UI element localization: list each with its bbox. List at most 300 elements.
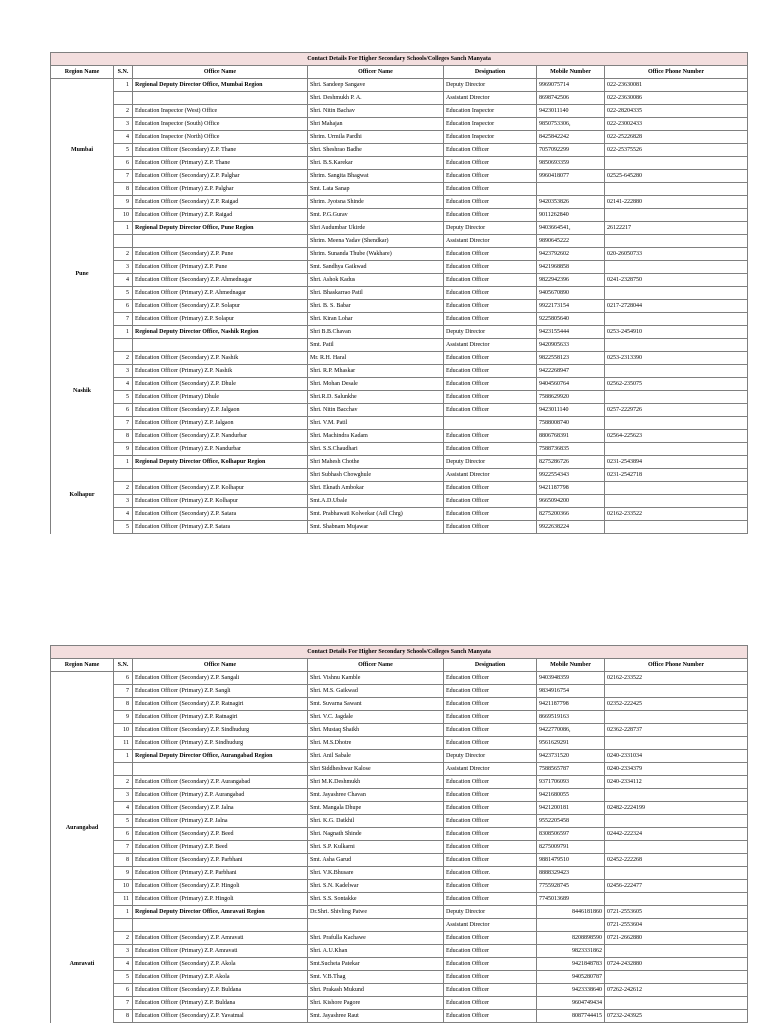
table-row <box>51 789 748 802</box>
table-row <box>51 430 748 443</box>
serial-number: 7 <box>114 313 133 326</box>
office-phone: 0231-2542718 <box>605 469 748 482</box>
office-name: Education Officer (Primary) Dhule <box>133 391 308 404</box>
officer-name: Shri B.B.Chavan <box>308 326 444 339</box>
officer-name: Shri. Prakash Mukund <box>308 984 444 997</box>
table-row <box>51 235 748 248</box>
office-phone: 0721-2553604 <box>605 919 748 932</box>
office-name: Regional Deputy Director Office, Mumbai Region <box>133 79 308 92</box>
mobile-number: 9405280787 <box>537 971 605 984</box>
office-name: Education Officer (Secondary) Z.P. Satara <box>133 508 308 521</box>
mobile-number: 9890645222 <box>537 235 605 248</box>
mobile-number: 8888329423 <box>537 867 605 880</box>
office-name: Education Officer (Secondary) Z.P. Dhule <box>133 378 308 391</box>
table-row <box>51 750 748 763</box>
officer-name: Shri. Nagnath Shinde <box>308 828 444 841</box>
mobile-number: 9604749434 <box>537 997 605 1010</box>
serial-number: 1 <box>114 456 133 469</box>
officer-name: Shri. S.P. Kulkarni <box>308 841 444 854</box>
designation: Education Officer <box>444 261 537 274</box>
serial-number <box>114 919 133 932</box>
serial-number: 5 <box>114 287 133 300</box>
table-row <box>51 854 748 867</box>
designation: Education Officer <box>444 932 537 945</box>
serial-number: 7 <box>114 685 133 698</box>
office-name: Education Officer (Primary) Z.P. Satara <box>133 521 308 534</box>
designation: Education Officer <box>444 391 537 404</box>
office-name: Education Officer (Secondary) Z.P. Akola <box>133 958 308 971</box>
office-phone <box>605 789 748 802</box>
mobile-number: 9422268947 <box>537 365 605 378</box>
office-phone <box>605 443 748 456</box>
office-name: Education Officer (Primary) Z.P. Sindhudurg <box>133 737 308 750</box>
office-name: Education Officer (Secondary) Z.P. Pune <box>133 248 308 261</box>
office-name: Education Officer (Secondary) Z.P. Jalna <box>133 802 308 815</box>
table-row <box>51 209 748 222</box>
table-row <box>51 828 748 841</box>
officer-name: Shri. Eknath Ambokar <box>308 482 444 495</box>
mobile-number: 9403664541, <box>537 222 605 235</box>
designation: Education Officer <box>444 724 537 737</box>
table-row <box>51 802 748 815</box>
table-row <box>51 932 748 945</box>
mobile-number: 9850753306, <box>537 118 605 131</box>
table-row <box>51 698 748 711</box>
office-name: Education Officer (Primary) Z.P. Palghar <box>133 183 308 196</box>
officer-name: Smt. P.G.Gurav <box>308 209 444 222</box>
mobile-number: 9403948359 <box>537 672 605 685</box>
office-phone: 022-23630086 <box>605 92 748 105</box>
designation: Assistant Director <box>444 469 537 482</box>
office-name: Education Officer (Secondary) Z.P. Sangali <box>133 672 308 685</box>
officer-name: Shri. R.P. Mhaskar <box>308 365 444 378</box>
designation: Deputy Director <box>444 906 537 919</box>
serial-number: 8 <box>114 183 133 196</box>
office-name: Education Officer (Primary) Z.P. Aurangabad <box>133 789 308 802</box>
mobile-number: 9969075714 <box>537 79 605 92</box>
region-name <box>51 672 114 750</box>
col-header-office: Office Name <box>133 66 308 79</box>
serial-number: 5 <box>114 144 133 157</box>
serial-number <box>114 339 133 352</box>
serial-number: 5 <box>114 521 133 534</box>
table-row <box>51 469 748 482</box>
office-phone: 02452-222268 <box>605 854 748 867</box>
serial-number: 6 <box>114 300 133 313</box>
mobile-number <box>537 183 605 196</box>
mobile-number: 7588565787 <box>537 763 605 776</box>
col-header-officer: Officer Name <box>308 659 444 672</box>
col-header-designation: Designation <box>444 66 537 79</box>
col-header-sn: S.N. <box>114 659 133 672</box>
mobile-number: 9822558123 <box>537 352 605 365</box>
mobile-number: 8446181860 <box>537 906 605 919</box>
mobile-number: 7588008740 <box>537 417 605 430</box>
table-row <box>51 170 748 183</box>
table-row <box>51 261 748 274</box>
office-name: Education Officer (Primary) Z.P. Jalgaon <box>133 417 308 430</box>
mobile-number: 8806768391 <box>537 430 605 443</box>
office-name: Education Officer (Secondary) Z.P. Nandurbar <box>133 430 308 443</box>
designation: Education Officer <box>444 685 537 698</box>
officer-name: Shri. K.G. Datkhil <box>308 815 444 828</box>
office-name <box>133 763 308 776</box>
mobile-number: 9922554343 <box>537 469 605 482</box>
table-row <box>51 841 748 854</box>
officer-name: Shri. Ashok Kadus <box>308 274 444 287</box>
serial-number <box>114 235 133 248</box>
office-phone: 022-25226828 <box>605 131 748 144</box>
table-row <box>51 456 748 469</box>
designation: Education Officer <box>444 711 537 724</box>
table-row <box>51 157 748 170</box>
designation: Education Officer <box>444 144 537 157</box>
serial-number: 5 <box>114 391 133 404</box>
mobile-number: 9922173154 <box>537 300 605 313</box>
serial-number: 4 <box>114 802 133 815</box>
designation: Education Officer. <box>444 867 537 880</box>
officer-name <box>308 919 444 932</box>
office-name <box>133 235 308 248</box>
serial-number: 7 <box>114 417 133 430</box>
region-name: Pune <box>51 222 114 326</box>
mobile-number: 9561629291 <box>537 737 605 750</box>
table-row <box>51 971 748 984</box>
serial-number: 4 <box>114 131 133 144</box>
office-name: Regional Deputy Director Office, Nashik Region <box>133 326 308 339</box>
mobile-number: 9420905633 <box>537 339 605 352</box>
office-phone <box>605 235 748 248</box>
designation: Education Officer <box>444 841 537 854</box>
designation: Education Officer <box>444 802 537 815</box>
mobile-number: 8275286726 <box>537 456 605 469</box>
designation: Education Officer <box>444 287 537 300</box>
designation: Deputy Director <box>444 456 537 469</box>
officer-name: Shri. Kiran Lohar <box>308 313 444 326</box>
designation: Education Officer <box>444 521 537 534</box>
serial-number: 1 <box>114 79 133 92</box>
office-phone <box>605 482 748 495</box>
designation: Education Officer <box>444 880 537 893</box>
office-name: Education Officer (Secondary) Z.P. Yavatmal <box>133 1010 308 1023</box>
serial-number: 1 <box>114 326 133 339</box>
office-phone: 02525-645280 <box>605 170 748 183</box>
table-row <box>51 508 748 521</box>
office-name: Education Officer (Primary) Z.P. Raigad <box>133 209 308 222</box>
office-name: Education Inspector (South) Office <box>133 118 308 131</box>
table-row <box>51 880 748 893</box>
serial-number: 7 <box>114 170 133 183</box>
officer-name: Shrim. Meena Yadav (Shendkar) <box>308 235 444 248</box>
mobile-number: 7588629920 <box>537 391 605 404</box>
designation: Education Inspector <box>444 118 537 131</box>
table-row <box>51 222 748 235</box>
serial-number: 10 <box>114 209 133 222</box>
mobile-number: 9421187798 <box>537 482 605 495</box>
office-phone: 022-25375526 <box>605 144 748 157</box>
officer-name: Shri. Sandeep Sangave <box>308 79 444 92</box>
serial-number: 10 <box>114 880 133 893</box>
serial-number: 3 <box>114 118 133 131</box>
table-row <box>51 737 748 750</box>
designation: Education Officer <box>444 945 537 958</box>
mobile-number: 9823331862 <box>537 945 605 958</box>
office-name: Education Officer (Primary) Z.P. Kolhapur <box>133 495 308 508</box>
designation: Assistant Director <box>444 919 537 932</box>
serial-number: 9 <box>114 196 133 209</box>
region-name: Aurangabad <box>51 750 114 906</box>
serial-number: 3 <box>114 261 133 274</box>
designation: Education Officer <box>444 300 537 313</box>
officer-name: Shri. Nitin Bachav <box>308 105 444 118</box>
officer-name: Shri. Kishore Pagore <box>308 997 444 1010</box>
mobile-number: 8087744415 <box>537 1010 605 1023</box>
office-name: Education Officer (Secondary) Z.P. Kolhapur <box>133 482 308 495</box>
designation: Education Officer <box>444 508 537 521</box>
officer-name: Shri. Sheshrao Badhe <box>308 144 444 157</box>
mobile-number: 9404560764 <box>537 378 605 391</box>
serial-number <box>114 92 133 105</box>
office-name: Education Officer (Secondary) Z.P. Ahmednagar <box>133 274 308 287</box>
table-row <box>51 776 748 789</box>
table-row <box>51 893 748 906</box>
officer-name: Shri. B.S.Karekar <box>308 157 444 170</box>
region-name: Nashik <box>51 326 114 456</box>
office-phone <box>605 495 748 508</box>
office-name: Education Officer (Secondary) Z.P. Thane <box>133 144 308 157</box>
designation: Deputy Director <box>444 79 537 92</box>
designation: Education Officer <box>444 365 537 378</box>
serial-number: 11 <box>114 893 133 906</box>
table-row <box>51 443 748 456</box>
officer-name: Smt. Mangala Dhupe <box>308 802 444 815</box>
designation: Education Officer <box>444 698 537 711</box>
office-name: Education Officer (Secondary) Z.P. Jalgaon <box>133 404 308 417</box>
serial-number: 8 <box>114 854 133 867</box>
mobile-number: 9834916754 <box>537 685 605 698</box>
col-header-designation: Designation <box>444 659 537 672</box>
officer-name: Smt. Jayashree Chavan <box>308 789 444 802</box>
mobile-number: 9423792602 <box>537 248 605 261</box>
office-phone: 022-28204335 <box>605 105 748 118</box>
table-row <box>51 495 748 508</box>
serial-number: 10 <box>114 724 133 737</box>
office-phone: 02564-225623 <box>605 430 748 443</box>
office-name: Regional Deputy Director Office, Aurangabad Region <box>133 750 308 763</box>
designation: Education Officer <box>444 352 537 365</box>
office-name: Education Officer (Primary) Z.P. Sangli <box>133 685 308 698</box>
officer-name: Smt. Asha Garud <box>308 854 444 867</box>
serial-number: 6 <box>114 404 133 417</box>
officer-name: Smt. Suvarna Sawant <box>308 698 444 711</box>
serial-number: 9 <box>114 867 133 880</box>
office-phone: 0240-2331034 <box>605 750 748 763</box>
table-row <box>51 105 748 118</box>
col-header-officer: Officer Name <box>308 66 444 79</box>
table-row <box>51 131 748 144</box>
mobile-number: 8669519163 <box>537 711 605 724</box>
designation: Deputy Director <box>444 326 537 339</box>
table-row <box>51 724 748 737</box>
office-name: Education Inspector (West) Office <box>133 105 308 118</box>
designation: Assistant Director <box>444 92 537 105</box>
office-phone: 0241-2328750 <box>605 274 748 287</box>
office-name: Education Officer (Secondary) Z.P. Amravati <box>133 932 308 945</box>
serial-number: 9 <box>114 711 133 724</box>
contact-table <box>50 52 748 534</box>
designation: Education Officer <box>444 443 537 456</box>
office-phone <box>605 157 748 170</box>
officer-name: Shri. M.S. Gaikwad <box>308 685 444 698</box>
office-phone: 0724-2432880 <box>605 958 748 971</box>
table-row <box>51 906 748 919</box>
serial-number: 4 <box>114 274 133 287</box>
office-name: Regional Deputy Director Office, Pune Region <box>133 222 308 235</box>
designation: Education Officer <box>444 776 537 789</box>
office-name: Education Officer (Primary) Z.P. Ahmednagar <box>133 287 308 300</box>
officer-name: Smt. Prabhawati Kolwekar (Adl Chrg) <box>308 508 444 521</box>
designation: Education Officer <box>444 404 537 417</box>
designation: Education Officer <box>444 672 537 685</box>
officer-name: Shri. Mohan Desale <box>308 378 444 391</box>
table-row <box>51 391 748 404</box>
table-row <box>51 79 748 92</box>
office-phone: 020-26050733 <box>605 248 748 261</box>
office-name: Regional Deputy Director Office, Kolhapur Region <box>133 456 308 469</box>
office-name <box>133 919 308 932</box>
serial-number: 1 <box>114 906 133 919</box>
designation: Assistant Director <box>444 339 537 352</box>
office-phone <box>605 971 748 984</box>
officer-name: Shri. Deshmukh P. A. <box>308 92 444 105</box>
serial-number: 3 <box>114 495 133 508</box>
designation: Education Officer <box>444 248 537 261</box>
designation: Education Officer <box>444 482 537 495</box>
table-row <box>51 997 748 1010</box>
officer-name: Shri.R.D. Salunkhe <box>308 391 444 404</box>
office-phone: 02162-233522 <box>605 672 748 685</box>
officer-name: Shri. S.N. Kadelwar <box>308 880 444 893</box>
table-row <box>51 763 748 776</box>
office-name: Education Officer (Secondary) Z.P. Nashik <box>133 352 308 365</box>
designation: Education Officer <box>444 815 537 828</box>
table-row <box>51 300 748 313</box>
table-row <box>51 945 748 958</box>
office-phone <box>605 737 748 750</box>
serial-number: 7 <box>114 841 133 854</box>
table-row <box>51 365 748 378</box>
office-name: Education Officer (Primary) Z.P. Ratnagiri <box>133 711 308 724</box>
designation: Education Officer <box>444 828 537 841</box>
officer-name: Shri Mahajan <box>308 118 444 131</box>
mobile-number: 8208898590 <box>537 932 605 945</box>
office-name: Regional Deputy Director Office, Amravati Region <box>133 906 308 919</box>
mobile-number: 9420353826 <box>537 196 605 209</box>
officer-name: Shri. Nitin Bacchav <box>308 404 444 417</box>
officer-name: Shri. V.K.Bhusare <box>308 867 444 880</box>
serial-number: 6 <box>114 672 133 685</box>
mobile-number: 9423731520 <box>537 750 605 763</box>
office-name: Education Officer (Secondary) Z.P. Hingoli <box>133 880 308 893</box>
table-title: Contact Details For Higher Secondary Schools/Colleges Sanch Manyata <box>51 646 748 659</box>
mobile-number: 9423338640 <box>537 984 605 997</box>
officer-name: Shrim. Jyotsna Shinde <box>308 196 444 209</box>
office-phone <box>605 867 748 880</box>
office-name: Education Officer (Secondary) Z.P. Palghar <box>133 170 308 183</box>
office-name: Education Officer (Secondary) Z.P. Sindhudurg <box>133 724 308 737</box>
officer-name: Shri. Mustaq Shaikh <box>308 724 444 737</box>
office-phone: 0240-2334112 <box>605 776 748 789</box>
serial-number: 2 <box>114 248 133 261</box>
serial-number: 8 <box>114 698 133 711</box>
designation: Education Inspector <box>444 105 537 118</box>
mobile-number: 8698742506 <box>537 92 605 105</box>
officer-name: Smt. Patil <box>308 339 444 352</box>
officer-name: Smt.A.D.Ubale <box>308 495 444 508</box>
mobile-number: 9421968858 <box>537 261 605 274</box>
serial-number: 4 <box>114 378 133 391</box>
office-name: Education Officer (Primary) Z.P. Parbhani <box>133 867 308 880</box>
table-title: Contact Details For Higher Secondary Schools/Colleges Sanch Manyata <box>51 53 748 66</box>
office-phone <box>605 313 748 326</box>
mobile-number: 9421200181 <box>537 802 605 815</box>
office-phone <box>605 417 748 430</box>
officer-name: Shri. S.S. Sontakke <box>308 893 444 906</box>
officer-name: Shri. Anil Sabale <box>308 750 444 763</box>
mobile-number: 7057092299 <box>537 144 605 157</box>
office-name: Education Inspector (North) Office <box>133 131 308 144</box>
officer-name: Shri. Machindra Kadam <box>308 430 444 443</box>
office-phone: 022-23630081 <box>605 79 748 92</box>
table-row <box>51 326 748 339</box>
mobile-number: 9421680055 <box>537 789 605 802</box>
office-name: Education Officer (Primary) Z.P. Beed <box>133 841 308 854</box>
table-row <box>51 274 748 287</box>
col-header-office-phone: Office Phone Number <box>605 66 748 79</box>
office-name: Education Officer (Primary) Z.P. Solapur <box>133 313 308 326</box>
office-phone: 02442-222324 <box>605 828 748 841</box>
officer-name: Shrim. Urmila Pardhi <box>308 131 444 144</box>
office-name: Education Officer (Primary) Z.P. Nashik <box>133 365 308 378</box>
table-row <box>51 919 748 932</box>
col-header-mobile: Mobile Number <box>537 659 605 672</box>
office-name: Education Officer (Primary) Z.P. Akola <box>133 971 308 984</box>
officer-name: Shri. Vishnu Kamble <box>308 672 444 685</box>
designation: Education Officer <box>444 737 537 750</box>
office-name: Education Officer (Primary) Z.P. Buldana <box>133 997 308 1010</box>
office-phone <box>605 391 748 404</box>
office-phone: 0253-2313390 <box>605 352 748 365</box>
table-row <box>51 248 748 261</box>
officer-name: Shri. V.M. Patil <box>308 417 444 430</box>
region-name: Kolhapur <box>51 456 114 534</box>
table-row <box>51 685 748 698</box>
designation: Assistant Director <box>444 235 537 248</box>
office-name: Education Officer (Primary) Z.P. Hingoli <box>133 893 308 906</box>
designation: Education Officer <box>444 183 537 196</box>
office-phone: 07262-242612 <box>605 984 748 997</box>
office-phone: 02482-2224199 <box>605 802 748 815</box>
serial-number: 6 <box>114 828 133 841</box>
table-row <box>51 144 748 157</box>
office-phone: 0721-2662880 <box>605 932 748 945</box>
serial-number: 2 <box>114 776 133 789</box>
table-row <box>51 352 748 365</box>
office-name: Education Officer (Secondary) Z.P. Aurangabad <box>133 776 308 789</box>
table-row <box>51 287 748 300</box>
designation: Education Officer <box>444 958 537 971</box>
designation: Deputy Director <box>444 750 537 763</box>
